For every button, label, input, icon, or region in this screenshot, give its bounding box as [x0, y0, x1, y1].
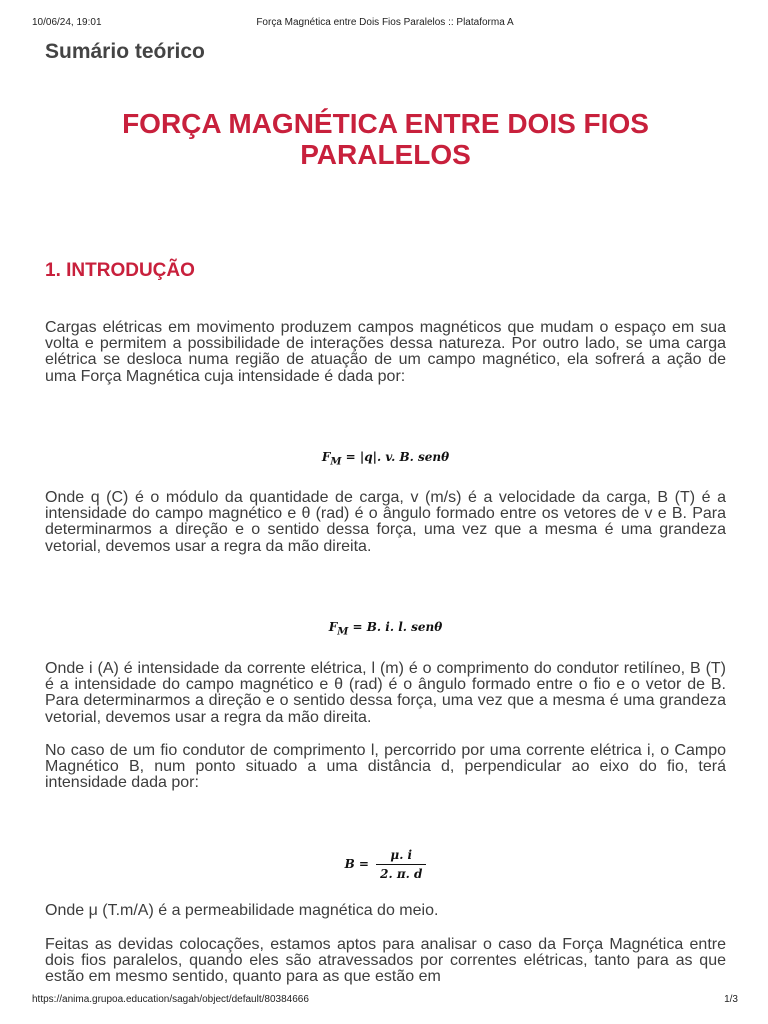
- paragraph-charge-variables: Onde q (C) é o módulo da quantidade de carga, v (m/s) é a velocidade da carga, B (T) é a intensidade do campo magnético e θ (rad) é o ângulo formado entre os vetores de v e B. Para determinarmos a direção e o sentido dessa força, uma vez que a mesma é uma grandeza vetorial, devemos usar a regra da mão direita.: [45, 489, 726, 555]
- formula3-lhs: B =: [344, 857, 369, 871]
- formula1-rhs: = |q|. v. B. senθ: [341, 450, 450, 464]
- formula3-denominator: 2. π. d: [376, 864, 426, 881]
- print-header: [32, 17, 738, 31]
- formula2-rhs: = B. i. l. senθ: [348, 620, 443, 634]
- print-page-number: 1/3: [724, 994, 738, 1005]
- formula-magnetic-field-wire: [45, 848, 726, 881]
- formula-magnetic-force-charge: [45, 450, 726, 467]
- paragraph-wire-variables: Onde i (A) é intensidade da corrente elétrica, l (m) é o comprimento do condutor retilíneo, B (T) é a intensidade do campo magnético e θ (rad) é o ângulo formado entre o fio e o vetor de B. Para determinarmos a direção e o sentido dessa força, uma vez que a mesma é uma grandeza vetorial, devemos usar a regra da mão direita.: [45, 660, 726, 726]
- page-title-line1: FORÇA MAGNÉTICA ENTRE DOIS FIOS: [122, 108, 649, 139]
- formula3-fraction: [376, 848, 426, 881]
- page-title-line2: PARALELOS: [300, 139, 471, 170]
- formula3-numerator: μ. i: [390, 848, 413, 862]
- paragraph-conductor-field: No caso de um fio condutor de comprimento l, percorrido por uma corrente elétrica i, o Campo Magnético B, num ponto situado a uma distância d, perpendicular ao eixo do fio, terá intensidade dada por:: [45, 742, 726, 792]
- formula2-subscript: M: [337, 626, 349, 638]
- paragraph-intro: Cargas elétricas em movimento produzem campos magnéticos que mudam o espaço em sua volta e permitem a possibilidade de interações dessa natureza. Por outro lado, se uma carga elétrica se desloca numa região de atuação de um campo magnético, ela sofrerá a ação de uma Força Magnética cuja intensidade é dada por:: [45, 319, 726, 385]
- formula-magnetic-force-wire: [45, 620, 726, 637]
- section-heading-introducao: 1. INTRODUÇÃO: [45, 260, 195, 281]
- formula1-subscript: M: [330, 456, 342, 468]
- summary-heading: Sumário teórico: [45, 40, 205, 63]
- print-datetime: 10/06/24, 19:01: [32, 17, 102, 28]
- paragraph-parallel-wires: Feitas as devidas colocações, estamos aptos para analisar o caso da Força Magnética entre dois fios paralelos, quando eles são atravessados por correntes elétricas, tanto para as que estão em mesmo sentido, quanto para as que estão em: [45, 936, 726, 986]
- paragraph-permeability: Onde μ (T.m/A) é a permeabilidade magnética do meio.: [45, 902, 439, 919]
- formula1-lhs: F: [321, 450, 331, 464]
- print-page-title: Força Magnética entre Dois Fios Paralelos :: Plataforma A: [256, 17, 514, 28]
- formula2-lhs: F: [328, 620, 338, 634]
- print-url: https://anima.grupoa.education/sagah/object/default/80384666: [32, 994, 309, 1005]
- page-title: [45, 108, 726, 170]
- print-footer: [32, 994, 738, 1008]
